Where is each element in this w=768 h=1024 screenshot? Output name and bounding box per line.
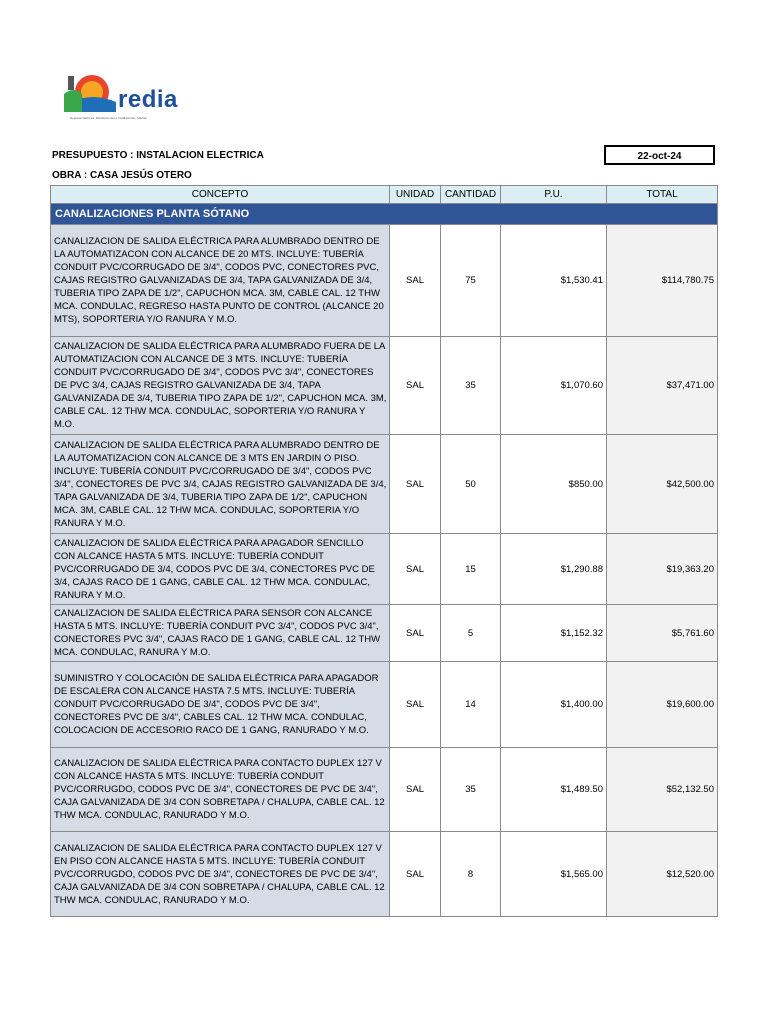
row-concept: CANALIZACION DE SALIDA ELÉCTRICA PARA SENSOR CON ALCANCE HASTA 5 MTS. INCLUYE: TUBERÍA CONDUIT PVC 3/4", CODOS PVC 3/4", CONECTORES PVC 3/4", CAJAS RACO DE 1 GANG, CABLE CAL. 12 THW MCA. CONDULAC, RANURA Y M.O. (51, 605, 390, 662)
row-unit-price: $850.00 (501, 435, 607, 534)
row-quantity: 5 (441, 605, 501, 662)
col-header-cantidad: CANTIDAD (441, 186, 501, 204)
row-total: $37,471.00 (607, 337, 718, 435)
row-unit: SAL (390, 435, 441, 534)
budget-table (50, 185, 718, 917)
row-concept: CANALIZACION DE SALIDA ELÉCTRICA PARA CONTACTO DUPLEX 127 V CON ALCANCE HASTA 5 MTS. INCLUYE: TUBERÍA CONDUIT PVC/CORRUGDO, CODOS PVC DE 3/4", CONECTORES DE PVC DE 3/4", CAJA GALVANIZADA DE 3/4 CON SOBRETAPA / CHALUPA, CABLE CAL. 12 THW MCA. CONDULAC, RANURADO Y M.O. (51, 748, 390, 832)
row-total: $114,780.75 (607, 225, 718, 337)
section-title: CANALIZACIONES PLANTA SÓTANO (51, 204, 718, 225)
row-unit-price: $1,565.00 (501, 832, 607, 917)
row-concept: CANALIZACION DE SALIDA ELÉCTRICA PARA APAGADOR SENCILLO CON ALCANCE HASTA 5 MTS. INCLUYE: TUBERÍA CONDUIT PVC/CORRUGADO DE 3/4, CODOS PVC DE 3/4, CONECTORES PVC DE 3/4, CAJAS RACO DE 1 GANG, CABLE CAL. 12 THW MCA. CONDULAC, RANURA Y M.O. (51, 534, 390, 605)
row-unit: SAL (390, 748, 441, 832)
row-unit: SAL (390, 662, 441, 748)
row-quantity: 14 (441, 662, 501, 748)
table-row (51, 225, 718, 337)
row-total: $12,520.00 (607, 832, 718, 917)
col-header-total: TOTAL (607, 186, 718, 204)
row-quantity: 75 (441, 225, 501, 337)
row-unit-price: $1,070.60 (501, 337, 607, 435)
table-row (51, 605, 718, 662)
row-unit-price: $1,152.32 (501, 605, 607, 662)
logo-wordmark: redia (118, 86, 178, 113)
row-total: $19,363.20 (607, 534, 718, 605)
row-concept: CANALIZACION DE SALIDA ELÉCTRICA PARA ALUMBRADO DENTRO DE LA AUTOMATIZACON CON ALCANCE DE 20 MTS. INCLUYE: TUBERÍA CONDUIT PVC/CORRUGADO DE 3/4", CODOS PVC, CONECTORES PVC, CAJAS REGISTRO GALVANIZADAS DE 3/4, TAPA GALVANIZADA DE 3/4, TUBERIA TIPO ZAPA DE 1/2", CAPUCHON MCA. 3M, CABLE CAL. 12 THW MCA. CONDULAC, REGRESO HASTA PUNTO DE CONTROL (ALCANCE 20 MTS), SOPORTERIA Y/O RANURA Y M.O. (51, 225, 390, 337)
row-quantity: 35 (441, 748, 501, 832)
table-row (51, 662, 718, 748)
row-unit-price: $1,400.00 (501, 662, 607, 748)
budget-date: 22-oct-24 (604, 145, 715, 165)
col-header-pu: P.U. (501, 186, 607, 204)
row-quantity: 15 (441, 534, 501, 605)
table-header-row (51, 186, 718, 204)
row-concept: CANALIZACION DE SALIDA ELÉCTRICA PARA ALUMBRADO FUERA DE LA AUTOMATIZACION CON ALCANCE DE 3 MTS. INCLUYE: TUBERÍA CONDUIT PVC/CORRUGADO DE 3/4", CODOS PVC 3/4", CONECTORES DE PVC 3/4, CAJAS REGISTRO GALVANIZADA DE 3/4, TAPA GALVANIZADA DE 3/4, TUBERIA TIPO ZAPA DE 1/2", CAPUCHON MCA. 3M, CABLE CAL. 12 THW MCA. CONDULAC, SOPORTERIA Y/O RANURA Y M.O. (51, 337, 390, 435)
row-concept: CANALIZACION DE SALIDA ELÉCTRICA PARA CONTACTO DUPLEX 127 V EN PISO CON ALCANCE HASTA 5 MTS. INCLUYE: TUBERÍA CONDUIT PVC/CORRUGDO, CODOS PVC DE 3/4", CONECTORES DE PVC DE 3/4", CAJA GALVANIZADA DE 3/4 CON SOBRETAPA / CHALUPA, CABLE CAL. 12 THW MCA. CONDULAC, RANURADO Y M.O. (51, 832, 390, 917)
row-quantity: 50 (441, 435, 501, 534)
row-unit: SAL (390, 832, 441, 917)
col-header-unidad: UNIDAD (390, 186, 441, 204)
logo-sun-icon (60, 72, 120, 120)
row-unit: SAL (390, 337, 441, 435)
row-total: $5,761.60 (607, 605, 718, 662)
row-unit-price: $1,290.88 (501, 534, 607, 605)
table-row (51, 435, 718, 534)
row-total: $19,600.00 (607, 662, 718, 748)
project-name: OBRA : CASA JESÚS OTERO (52, 170, 192, 181)
table-row (51, 748, 718, 832)
table-row (51, 534, 718, 605)
row-unit: SAL (390, 605, 441, 662)
row-concept: SUMINISTRO Y COLOCACIÓN DE SALIDA ELÉCTRICA PARA APAGADOR DE ESCALERA CON ALCANCE HASTA 7.5 MTS. INCLUYE: TUBERÍA CONDUIT PVC/CORRUGADO DE 3/4", CODOS PVC DE 3/4", CONECTORES PVC DE 3/4", CABLES CAL. 12 THW MCA. CONDULAC, COLOCACION DE ACCESORIO RACO DE 1 GANG, RANURADO Y M.O. (51, 662, 390, 748)
row-unit: SAL (390, 225, 441, 337)
row-concept: CANALIZACION DE SALIDA ELÉCTRICA PARA ALUMBRADO DENTRO DE LA AUTOMATIZACION CON ALCANCE DE 3 MTS EN JARDIN O PISO. INCLUYE: TUBERÍA CONDUIT PVC/CORRUGADO DE 3/4", CODOS PVC 3/4", CONECTORES DE PVC 3/4, CAJAS REGISTRO GALVANIZADA DE 3/4, TAPA GALVANIZADA DE 3/4, TUBERIA TIPO ZAPA DE 1/2", CAPUCHON MCA. 3M, CABLE CAL. 12 THW MCA. CONDULAC, SOPORTERIA Y/O RANURA Y M.O. (51, 435, 390, 534)
col-header-concepto: CONCEPTO (51, 186, 390, 204)
table-row (51, 832, 718, 917)
row-quantity: 35 (441, 337, 501, 435)
row-total: $52,132.50 (607, 748, 718, 832)
row-unit-price: $1,489.50 (501, 748, 607, 832)
logo-subtitle: Representaciones, Distribuciones e Instalaciones, Mérida (70, 116, 147, 120)
budget-title: PRESUPUESTO : INSTALACION ELECTRICA (52, 150, 264, 161)
table-row (51, 337, 718, 435)
row-total: $42,500.00 (607, 435, 718, 534)
company-logo (60, 72, 185, 130)
section-header-row (51, 204, 718, 225)
row-quantity: 8 (441, 832, 501, 917)
row-unit: SAL (390, 534, 441, 605)
row-unit-price: $1,530.41 (501, 225, 607, 337)
